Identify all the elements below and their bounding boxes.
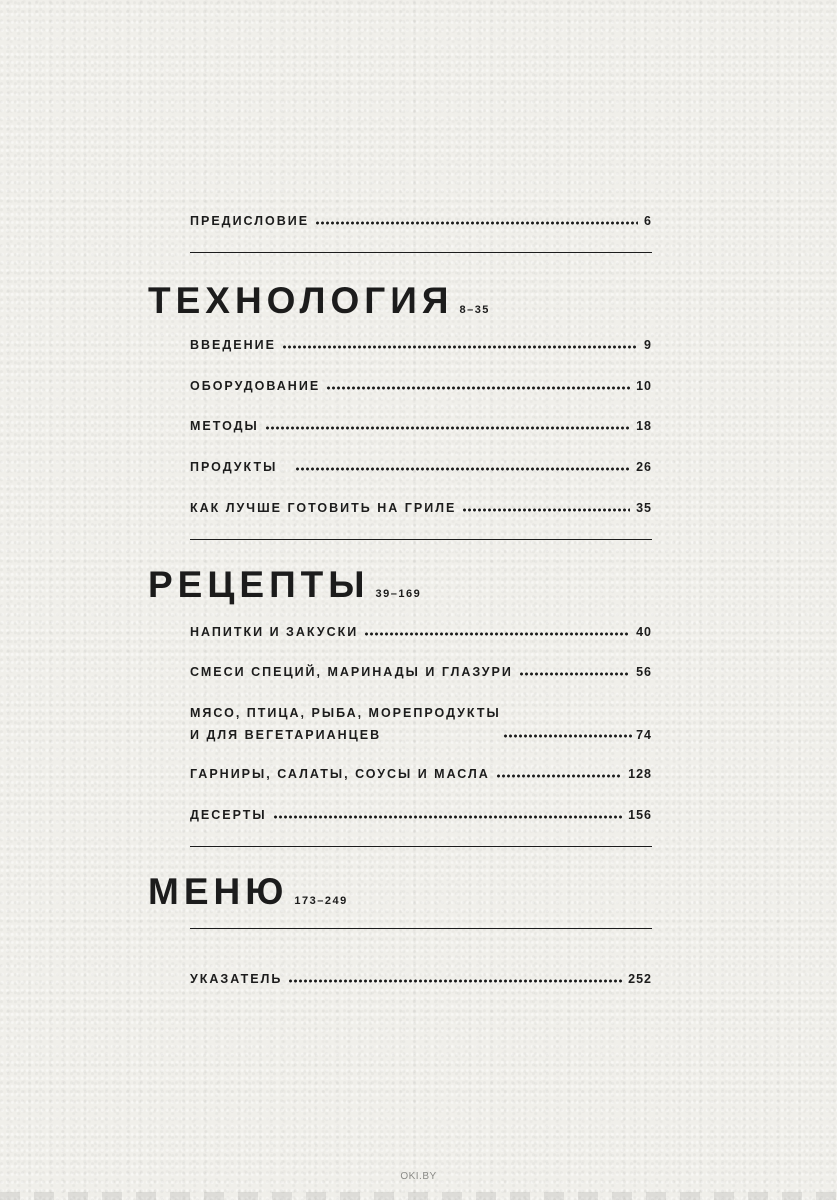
- section-heading-technology[interactable]: [148, 282, 490, 319]
- dot-leader: [326, 386, 630, 390]
- toc-entry[interactable]: [190, 809, 652, 822]
- toc-entry-page: 18: [636, 419, 652, 433]
- toc-entry[interactable]: [190, 380, 652, 393]
- toc-entry-page: 26: [636, 460, 652, 474]
- toc-entry-page: 128: [628, 767, 652, 781]
- toc-entry[interactable]: [190, 626, 652, 639]
- section-page-range: 39–169: [375, 588, 422, 600]
- toc-entry[interactable]: [190, 666, 652, 679]
- toc-entry[interactable]: [190, 707, 652, 741]
- divider-rule: [190, 928, 652, 929]
- toc-entry-page: 56: [636, 665, 652, 679]
- dot-leader: [364, 632, 630, 636]
- toc-entry-label: ГАРНИРЫ, САЛАТЫ, СОУСЫ И МАСЛА: [190, 767, 490, 781]
- toc-entry-page: 6: [644, 214, 652, 228]
- toc-entry-index[interactable]: [190, 973, 652, 986]
- dot-leader: [288, 979, 622, 983]
- toc-entry-page: 74: [636, 727, 652, 742]
- toc-entry-page: 35: [636, 501, 652, 515]
- toc-entry-page: 9: [644, 338, 652, 352]
- toc-entry-label: СМЕСИ СПЕЦИЙ, МАРИНАДЫ И ГЛАЗУРИ: [190, 665, 513, 679]
- toc-entry-label: НАПИТКИ И ЗАКУСКИ: [190, 625, 359, 639]
- toc-entry-label: ПРОДУКТЫ: [190, 460, 278, 474]
- page-bottom-edge: [0, 1192, 837, 1200]
- dot-leader: [273, 815, 622, 819]
- divider-rule: [190, 846, 652, 847]
- divider-rule: [190, 539, 652, 540]
- toc-entry-label-line: И ДЛЯ ВЕГЕТАРИАНЦЕВ: [190, 727, 382, 742]
- section-heading-menu[interactable]: [148, 873, 348, 910]
- toc-entry-label: КАК ЛУЧШЕ ГОТОВИТЬ НА ГРИЛЕ: [190, 501, 457, 515]
- watermark: OKI.BY: [400, 1171, 437, 1182]
- section-title: РЕЦЕПТЫ: [148, 564, 370, 605]
- toc-entry[interactable]: [190, 768, 652, 781]
- toc-entry-label: ВВЕДЕНИЕ: [190, 338, 276, 352]
- section-page-range: 173–249: [294, 895, 348, 907]
- toc-entry-page: 40: [636, 625, 652, 639]
- toc-entry-label: ПРЕДИСЛОВИЕ: [190, 214, 310, 228]
- toc-entry-page: 10: [636, 379, 652, 393]
- section-title: МЕНЮ: [148, 871, 289, 912]
- toc-entry[interactable]: [190, 339, 652, 352]
- toc-entry[interactable]: [190, 420, 652, 433]
- section-title: ТЕХНОЛОГИЯ: [148, 280, 454, 321]
- toc-entry-label: ДЕСЕРТЫ: [190, 808, 267, 822]
- toc-entry-preface[interactable]: [190, 215, 652, 228]
- toc-entry-page: 252: [628, 972, 652, 986]
- toc-entry-label-line: МЯСО, ПТИЦА, РЫБА, МОРЕПРОДУКТЫ: [190, 706, 501, 720]
- toc-entry-label: [190, 707, 501, 741]
- dot-leader: [462, 508, 630, 512]
- toc-entry[interactable]: [190, 461, 652, 474]
- toc-entry-label: ОБОРУДОВАНИЕ: [190, 379, 321, 393]
- dot-leader: [519, 672, 630, 676]
- dot-leader: [295, 467, 630, 471]
- dot-leader: [503, 734, 634, 738]
- section-page-range: 8–35: [459, 304, 490, 316]
- dot-leader: [265, 426, 630, 430]
- dot-leader: [282, 345, 638, 349]
- divider-rule: [190, 252, 652, 253]
- toc-entry-page: 156: [628, 808, 652, 822]
- section-heading-recipes[interactable]: [148, 566, 421, 603]
- dot-leader: [315, 221, 638, 225]
- toc-entry-label: МЕТОДЫ: [190, 419, 259, 433]
- toc-entry[interactable]: [190, 502, 652, 515]
- toc-entry-label: УКАЗАТЕЛЬ: [190, 972, 283, 986]
- dot-leader: [496, 774, 622, 778]
